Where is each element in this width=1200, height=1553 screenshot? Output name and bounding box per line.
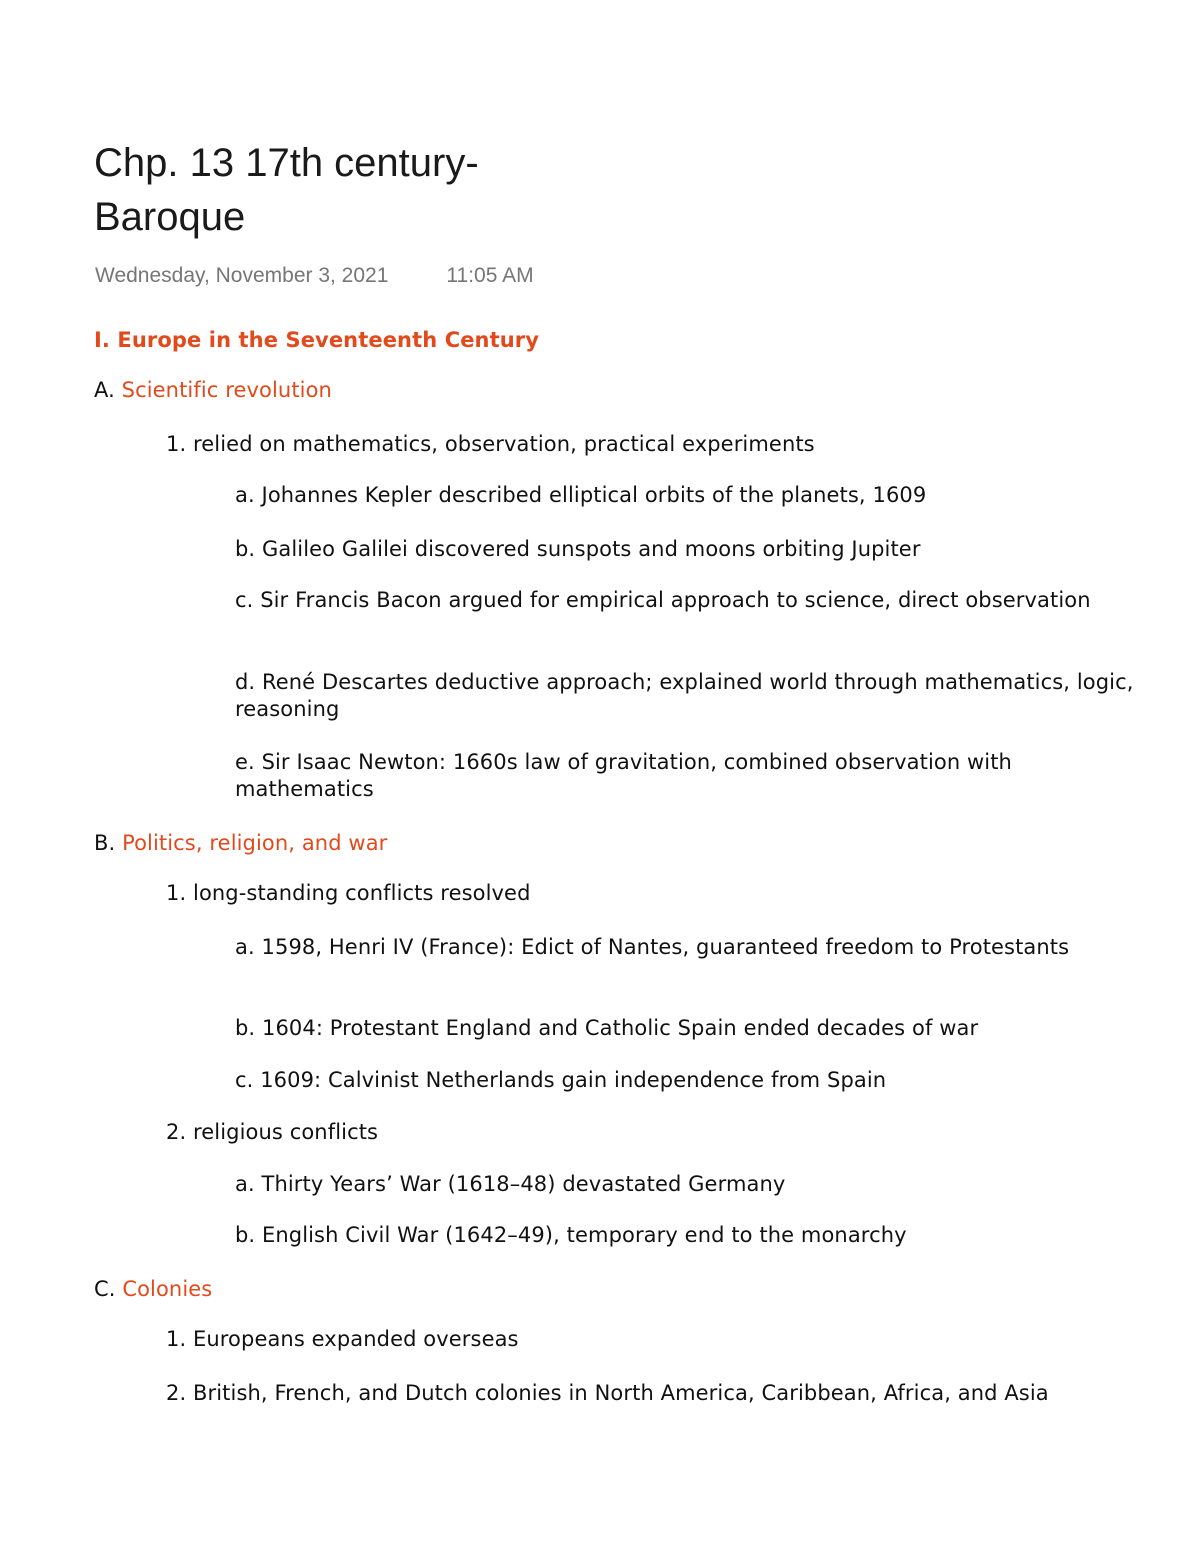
section-a-heading <box>94 377 332 404</box>
list-item: c. Sir Francis Bacon argued for empirical approach to science, direct observation <box>235 588 1091 612</box>
list-item: c. 1609: Calvinist Netherlands gain independence from Spain <box>235 1068 887 1092</box>
page-title-line-1: Chp. 13 17th century- <box>94 141 479 185</box>
list-item: d. René Descartes deductive approach; explained world through mathematics, logic, reasoning <box>235 670 1134 721</box>
section-c-prefix: C. <box>94 1277 123 1301</box>
page-title <box>94 136 694 244</box>
list-item: e. Sir Isaac Newton: 1660s law of gravitation, combined observation with mathematics <box>235 750 1012 801</box>
list-item: 2. British, French, and Dutch colonies in North America, Caribbean, Africa, and Asia <box>166 1381 1049 1405</box>
page-title-line-2: Baroque <box>94 195 246 239</box>
list-item: a. Thirty Years’ War (1618–48) devastated Germany <box>235 1172 786 1196</box>
list-item: 1. relied on mathematics, observation, practical experiments <box>166 432 815 456</box>
page-time: 11:05 AM <box>446 264 534 287</box>
section-b-heading <box>94 830 387 857</box>
section-c-heading <box>94 1276 212 1303</box>
list-item: b. 1604: Protestant England and Catholic Spain ended decades of war <box>235 1016 979 1040</box>
list-item: 1. Europeans expanded overseas <box>166 1327 519 1351</box>
list-item: b. Galileo Galilei discovered sunspots and moons orbiting Jupiter <box>235 537 921 561</box>
section-a-label: Scientific revolution <box>121 378 332 402</box>
section-b-label: Politics, religion, and war <box>122 831 388 855</box>
list-item: a. Johannes Kepler described elliptical orbits of the planets, 1609 <box>235 483 927 507</box>
section-c-label: Colonies <box>122 1277 213 1301</box>
list-item: 2. religious conflicts <box>166 1120 379 1144</box>
outline-heading: I. Europe in the Seventeenth Century <box>94 328 540 352</box>
list-item: 1. long-standing conflicts resolved <box>166 881 531 905</box>
list-item: a. 1598, Henri IV (France): Edict of Nantes, guaranteed freedom to Protestants <box>235 935 1070 959</box>
page-date: Wednesday, November 3, 2021 <box>95 264 389 287</box>
section-a-prefix: A. <box>94 378 122 402</box>
section-b-prefix: B. <box>94 831 123 855</box>
page-meta <box>95 264 534 288</box>
list-item: b. English Civil War (1642–49), temporary end to the monarchy <box>235 1223 907 1247</box>
